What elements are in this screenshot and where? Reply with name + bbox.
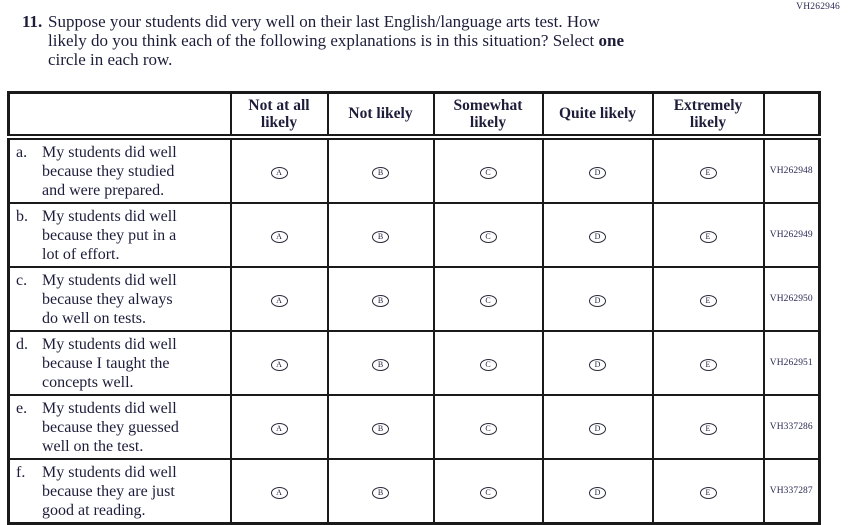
row-letter-b: b. xyxy=(16,207,28,225)
bubble-f-A[interactable]: A xyxy=(271,487,288,499)
row-statement-b: My students did well because they put in a lot of effort. xyxy=(42,207,177,263)
option-cell xyxy=(231,459,328,524)
table-row-f xyxy=(9,459,820,524)
row-statement-c: My students did well because they always do well on tests. xyxy=(42,271,177,327)
col-header-not-likely: Not likely xyxy=(328,93,434,137)
row-letter-a: a. xyxy=(16,143,28,161)
col-header-extremely-likely: Extremely likely xyxy=(653,93,764,137)
table-row-e xyxy=(9,395,820,459)
bubble-a-B[interactable]: B xyxy=(372,167,389,179)
item-code-f: VH337287 xyxy=(764,459,820,524)
bubble-b-D[interactable]: D xyxy=(589,231,606,243)
bubble-b-A[interactable]: A xyxy=(271,231,288,243)
option-cell xyxy=(328,331,434,395)
question-number: 11. xyxy=(22,12,43,31)
option-cell xyxy=(653,331,764,395)
bubble-a-A[interactable]: A xyxy=(271,167,288,179)
option-cell xyxy=(543,267,653,331)
item-code-d: VH262951 xyxy=(764,331,820,395)
option-cell xyxy=(434,331,543,395)
bubble-e-D[interactable]: D xyxy=(589,423,606,435)
likert-response-table xyxy=(7,91,821,525)
bubble-a-E[interactable]: E xyxy=(700,167,717,179)
bubble-f-B[interactable]: B xyxy=(372,487,389,499)
option-cell xyxy=(543,331,653,395)
option-cell xyxy=(231,203,328,267)
statement-cell-c xyxy=(9,267,231,331)
bubble-e-C[interactable]: C xyxy=(480,423,497,435)
statement-cell-d xyxy=(9,331,231,395)
bubble-d-B[interactable]: B xyxy=(372,359,389,371)
row-statement-e: My students did well because they guessed well on the test. xyxy=(42,399,179,455)
bubble-f-D[interactable]: D xyxy=(589,487,606,499)
option-cell xyxy=(653,459,764,524)
bubble-e-B[interactable]: B xyxy=(372,423,389,435)
option-cell xyxy=(328,203,434,267)
option-cell xyxy=(231,331,328,395)
bubble-a-D[interactable]: D xyxy=(589,167,606,179)
option-cell xyxy=(434,395,543,459)
bubble-d-D[interactable]: D xyxy=(589,359,606,371)
col-header-blank xyxy=(9,93,231,137)
statement-cell-a xyxy=(9,137,231,203)
bubble-d-E[interactable]: E xyxy=(700,359,717,371)
row-letter-d: d. xyxy=(16,335,28,353)
question-text xyxy=(48,12,624,69)
option-cell xyxy=(328,267,434,331)
option-cell xyxy=(543,459,653,524)
table-row-a xyxy=(9,137,820,203)
col-header-not-at-all-likely: Not at all likely xyxy=(231,93,328,137)
bubble-c-E[interactable]: E xyxy=(700,295,717,307)
bubble-a-C[interactable]: C xyxy=(480,167,497,179)
bubble-c-A[interactable]: A xyxy=(271,295,288,307)
row-statement-a: My students did well because they studied and were prepared. xyxy=(42,143,177,199)
col-header-quite-likely: Quite likely xyxy=(543,93,653,137)
bubble-c-C[interactable]: C xyxy=(480,295,497,307)
page-accession-code: VH262946 xyxy=(796,2,840,12)
row-statement-d: My students did well because I taught the concepts well. xyxy=(42,335,177,391)
option-cell xyxy=(543,137,653,203)
option-cell xyxy=(328,137,434,203)
table-row-d xyxy=(9,331,820,395)
col-header-code-blank xyxy=(764,93,820,137)
row-statement-f: My students did well because they are just good at reading. xyxy=(42,463,177,519)
item-code-b: VH262949 xyxy=(764,203,820,267)
option-cell xyxy=(434,137,543,203)
statement-cell-b xyxy=(9,203,231,267)
bubble-f-E[interactable]: E xyxy=(700,487,717,499)
statement-cell-f xyxy=(9,459,231,524)
option-cell xyxy=(653,203,764,267)
bubble-b-B[interactable]: B xyxy=(372,231,389,243)
option-cell xyxy=(434,267,543,331)
item-code-e: VH337286 xyxy=(764,395,820,459)
option-cell xyxy=(328,395,434,459)
option-cell xyxy=(231,267,328,331)
option-cell xyxy=(434,459,543,524)
bubble-e-E[interactable]: E xyxy=(700,423,717,435)
option-cell xyxy=(328,459,434,524)
bubble-c-B[interactable]: B xyxy=(372,295,389,307)
option-cell xyxy=(543,395,653,459)
option-cell xyxy=(231,137,328,203)
header-row xyxy=(9,93,820,137)
row-letter-c: c. xyxy=(16,271,28,289)
item-code-a: VH262948 xyxy=(764,137,820,203)
option-cell xyxy=(543,203,653,267)
question-line-1: Suppose your students did very well on their last English/language arts test. How xyxy=(48,12,600,31)
row-letter-e: e. xyxy=(16,399,28,417)
question-11 xyxy=(22,12,624,69)
question-line-2-prefix: likely do you think each of the following explanations is in this situation? Select xyxy=(48,31,599,50)
bubble-b-E[interactable]: E xyxy=(700,231,717,243)
bubble-b-C[interactable]: C xyxy=(480,231,497,243)
option-cell xyxy=(231,395,328,459)
bubble-d-C[interactable]: C xyxy=(480,359,497,371)
option-cell xyxy=(653,395,764,459)
option-cell xyxy=(653,137,764,203)
question-line-2-bold-word: one xyxy=(598,31,625,50)
row-letter-f: f. xyxy=(16,463,26,481)
question-line-2 xyxy=(48,31,624,50)
table-row-c xyxy=(9,267,820,331)
bubble-f-C[interactable]: C xyxy=(480,487,497,499)
table-row-b xyxy=(9,203,820,267)
col-header-somewhat-likely: Somewhat likely xyxy=(434,93,543,137)
question-line-3: circle in each row. xyxy=(48,50,173,69)
bubble-c-D[interactable]: D xyxy=(589,295,606,307)
option-cell xyxy=(434,203,543,267)
statement-cell-e xyxy=(9,395,231,459)
item-code-c: VH262950 xyxy=(764,267,820,331)
bubble-e-A[interactable]: A xyxy=(271,423,288,435)
option-cell xyxy=(653,267,764,331)
bubble-d-A[interactable]: A xyxy=(271,359,288,371)
